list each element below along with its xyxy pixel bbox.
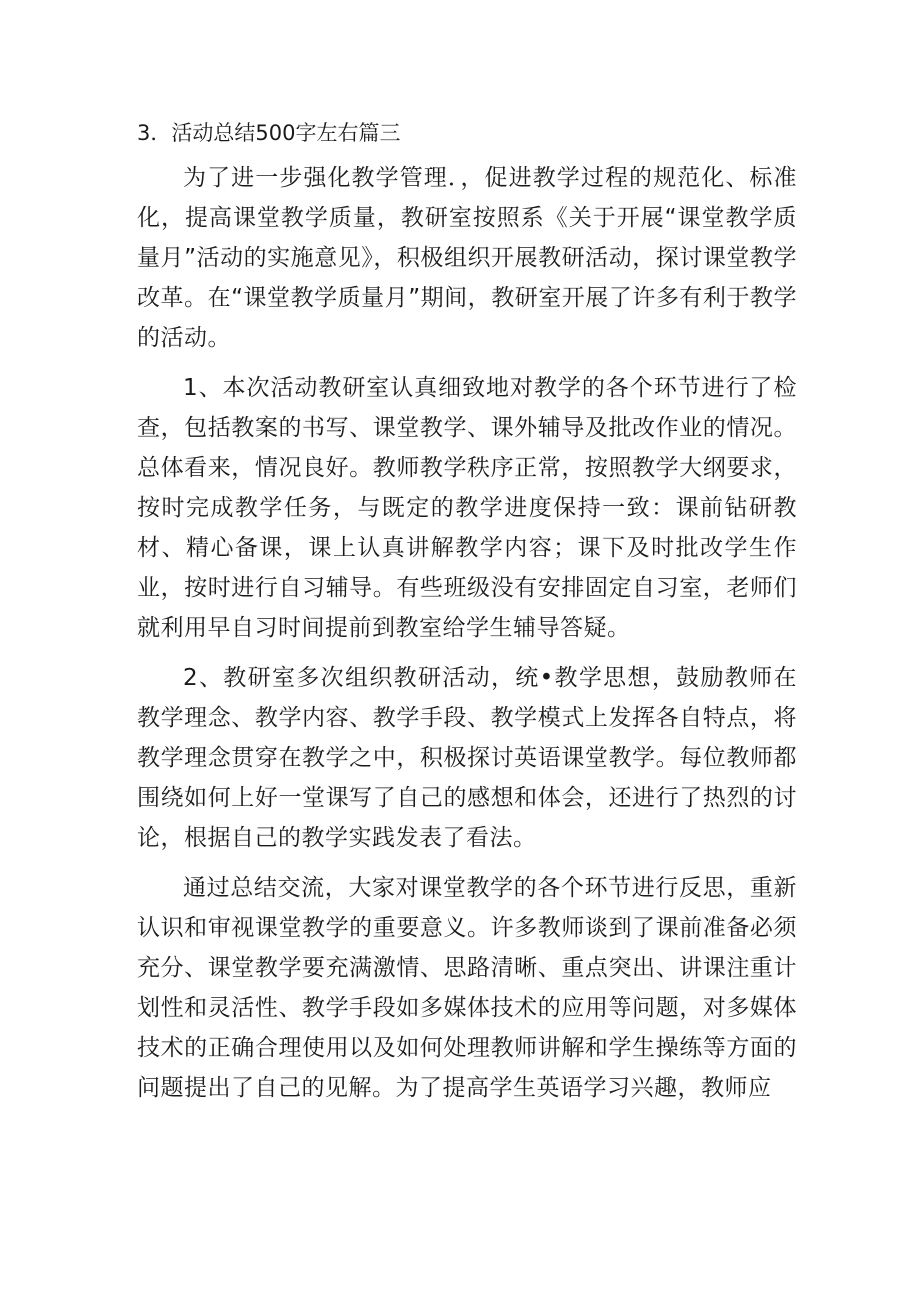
paragraph-item-2: 2、教研室多次组织教研活动，统•教学思想，鼓励教师在教学理念、教学内容、教学手段、教学模式上发挥各自特点，将教学理念贯穿在教学之中，积极探讨英语课堂教学。每位教师都围绕如何上好一堂课写了自己的感想和体会，还进行了热烈的讨论，根据自己的教学实践发表了看法。	[137, 665, 797, 851]
document-body	[137, 158, 797, 1118]
section-heading: 3．活动总结500字左右篇三	[137, 121, 401, 145]
paragraph-intro: 为了进一步强化教学管理．，促进教学过程的规范化、标准化，提高课堂教学质量，教研室按照系《关于开展“课堂教学质量月”活动的实施意见》，积极组织开展教研活动，探讨课堂教学改革。在“课堂教学质量月”期间，教研室开展了许多有利于教学的活动。	[137, 165, 797, 351]
paragraph-item-1: 1、本次活动教研室认真细致地对教学的各个环节进行了检查，包括教案的书写、课堂教学、课外辅导及批改作业的情况。总体看来，情况良好。教师教学秩序正常，按照教学大纲要求，按时完成教学任务，与既定的教学进度保持一致：课前钻研教材、精心备课，课上认真讲解教学内容；课下及时批改学生作业，按时进行自习辅导。有些班级没有安排固定自习室，老师们就利用早自习时间提前到教室给学生辅导答疑。	[137, 375, 797, 641]
paragraph-summary: 通过总结交流，大家对课堂教学的各个环节进行反思，重新认识和审视课堂教学的重要意义。许多教师谈到了课前准备必须充分、课堂教学要充满激情、思路清晰、重点突出、讲课注重计划性和灵活性、教学手段如多媒体技术的应用等问题，对多媒体技术的正确合理使用以及如何处理教师讲解和学生操练等方面的问题提出了自己的见解。为了提高学生英语学习兴趣，教师应	[137, 875, 797, 1101]
